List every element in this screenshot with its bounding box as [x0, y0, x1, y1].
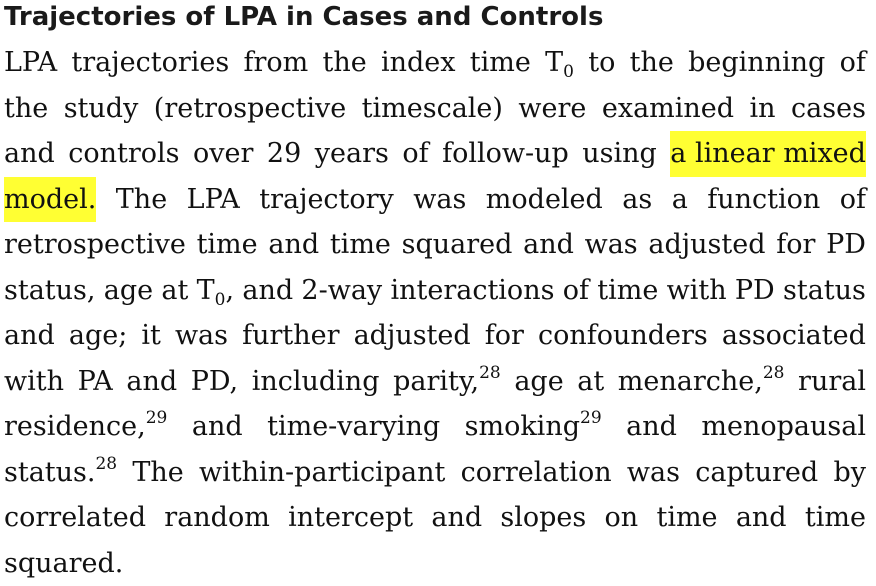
word: LPA — [4, 40, 57, 86]
word: time-varying — [267, 404, 440, 450]
word: status — [783, 268, 866, 314]
word: study — [64, 86, 139, 132]
time-symbol-t0 — [545, 40, 574, 86]
word: was — [413, 177, 466, 223]
word: examined — [602, 86, 734, 132]
word: a — [672, 177, 688, 223]
word: including — [252, 359, 380, 405]
word: adjusted — [354, 313, 471, 359]
word: time — [470, 40, 531, 86]
word: the — [630, 40, 674, 86]
word: for — [485, 313, 524, 359]
word: time — [805, 495, 866, 541]
paragraph-line — [4, 313, 866, 359]
word: and — [523, 222, 574, 268]
paragraph-line — [4, 404, 866, 450]
word: and — [4, 313, 55, 359]
word: and — [242, 268, 293, 314]
word: of — [840, 177, 866, 223]
word: from — [243, 40, 308, 86]
word: at — [161, 268, 188, 314]
word: The — [116, 177, 167, 223]
word: to — [588, 40, 615, 86]
cited-word — [465, 404, 602, 450]
paragraph-line — [4, 450, 866, 496]
word: time — [330, 222, 391, 268]
word: by — [833, 450, 866, 496]
word: age — [514, 359, 563, 405]
word: T — [197, 275, 215, 306]
word: retrospective — [4, 222, 186, 268]
word: status. — [4, 457, 95, 488]
word: menarche, — [618, 366, 763, 397]
section-heading: Trajectories of LPA in Cases and Controls — [4, 0, 603, 34]
paragraph-line — [4, 131, 866, 177]
paragraph-line — [4, 541, 866, 586]
word: further — [242, 313, 339, 359]
word: (retrospective — [154, 86, 346, 132]
word: captured — [695, 450, 818, 496]
citation-ref: 28 — [95, 454, 117, 474]
word: timescale) — [362, 86, 503, 132]
word: squared. — [4, 541, 123, 586]
cited-word — [4, 450, 117, 496]
word: squared — [402, 222, 513, 268]
word: function — [707, 177, 820, 223]
word: was — [627, 450, 680, 496]
word: correlation — [461, 450, 612, 496]
word: age; — [69, 313, 127, 359]
word: LPA — [187, 177, 240, 223]
subscript: 0 — [215, 290, 226, 310]
word: and — [126, 359, 177, 405]
word: cases — [791, 86, 866, 132]
word: T — [545, 47, 563, 78]
punctuation: , — [225, 275, 234, 306]
citation-ref: 28 — [763, 363, 785, 383]
citation-ref: 29 — [146, 408, 168, 428]
word: index — [381, 40, 456, 86]
word: interactions — [390, 268, 554, 314]
body-paragraph — [4, 40, 866, 586]
word: follow-up — [442, 131, 569, 177]
word: and — [192, 404, 243, 450]
word: correlated — [4, 495, 146, 541]
word: was — [175, 313, 228, 359]
word: with — [667, 268, 727, 314]
paragraph-line — [4, 495, 866, 541]
paragraph-line — [4, 268, 866, 314]
word: 29 — [267, 131, 301, 177]
word: PD — [735, 268, 775, 314]
word: was — [585, 222, 638, 268]
word: of — [402, 131, 428, 177]
word: time — [656, 495, 717, 541]
word: at — [577, 359, 604, 405]
word: years — [315, 131, 389, 177]
word: smoking — [465, 411, 580, 442]
word: were — [518, 86, 586, 132]
word: slopes — [500, 495, 586, 541]
word: PA — [78, 359, 113, 405]
citation-ref: 29 — [580, 408, 602, 428]
word: and — [4, 131, 55, 177]
word: beginning — [688, 40, 825, 86]
word: in — [750, 86, 776, 132]
cited-word — [618, 359, 785, 405]
word: trajectory — [259, 177, 394, 223]
word: PD, — [191, 359, 238, 405]
word: the — [323, 40, 367, 86]
word: and — [431, 495, 482, 541]
word: modeled — [486, 177, 603, 223]
paragraph-line — [4, 86, 866, 132]
time-symbol-t0 — [197, 268, 234, 314]
subscript: 0 — [563, 62, 574, 82]
word: as — [622, 177, 652, 223]
word: menopausal — [701, 404, 866, 450]
word: random — [164, 495, 270, 541]
citation-ref: 28 — [479, 363, 501, 383]
word: of — [563, 268, 589, 314]
word: trajectories — [71, 40, 229, 86]
highlighted-text: model. — [4, 177, 96, 223]
word: confounders — [538, 313, 708, 359]
word: status, — [4, 268, 95, 314]
cited-word — [4, 404, 167, 450]
word: time — [597, 268, 658, 314]
word: the — [4, 86, 48, 132]
word: 2-way — [301, 268, 382, 314]
word: intercept — [288, 495, 413, 541]
word: and — [268, 222, 319, 268]
word: associated — [722, 313, 866, 359]
paragraph-line — [4, 222, 866, 268]
word: for — [776, 222, 815, 268]
highlighted-text: a linear mixed — [670, 131, 866, 177]
word: over — [193, 131, 253, 177]
word: The — [132, 450, 183, 496]
word: and — [626, 404, 677, 450]
paragraph-line — [4, 40, 866, 86]
word: within-participant — [199, 450, 445, 496]
word: rural — [798, 359, 866, 405]
word: of — [840, 40, 866, 86]
word: adjusted — [648, 222, 765, 268]
word: and — [736, 495, 787, 541]
paragraph-line — [4, 177, 866, 223]
cited-word — [393, 359, 501, 405]
word: controls — [68, 131, 179, 177]
word: PD — [826, 222, 866, 268]
paragraph-line — [4, 359, 866, 405]
word: with — [4, 359, 64, 405]
word: residence, — [4, 411, 146, 442]
word: using — [582, 131, 657, 177]
word: on — [605, 495, 639, 541]
word: parity, — [393, 366, 479, 397]
word: it — [141, 313, 161, 359]
word: time — [197, 222, 258, 268]
word: age — [104, 268, 153, 314]
